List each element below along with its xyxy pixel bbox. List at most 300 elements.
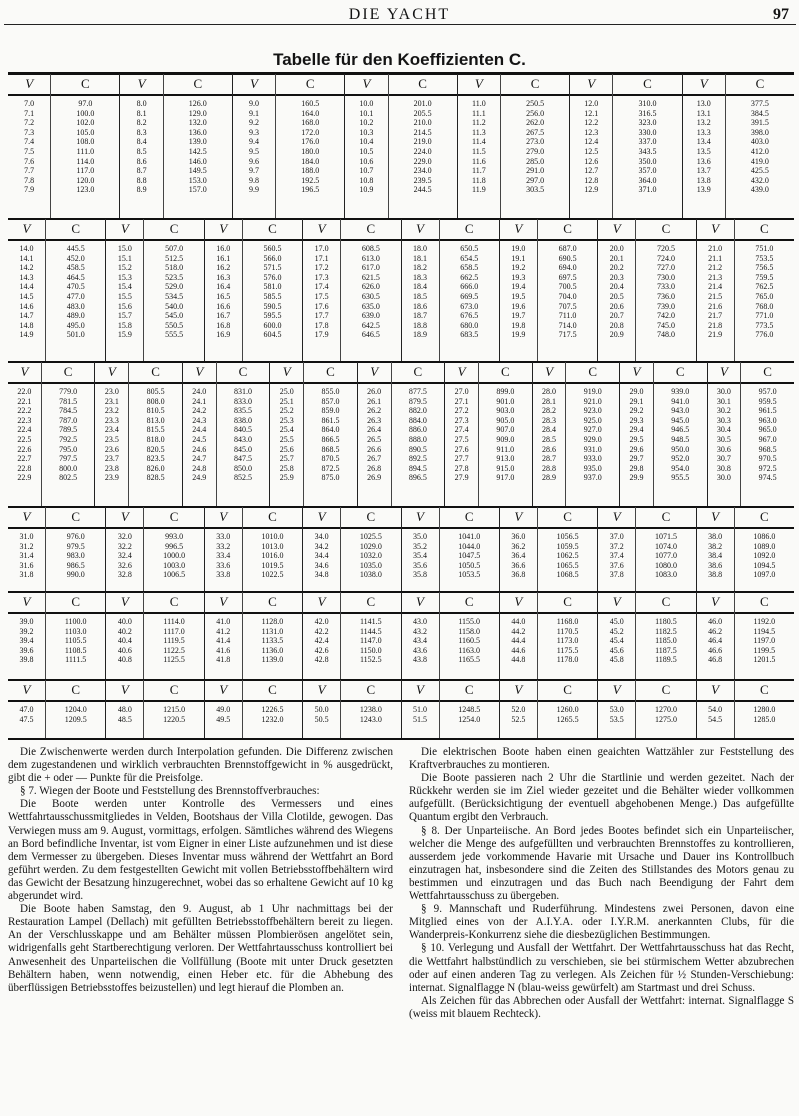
column-pair [204,219,302,361]
column-pair [682,74,794,218]
v-value: 28.6 [542,444,557,454]
table-block [8,74,794,220]
v-value: 9.1 [249,108,259,118]
column-pair [105,680,203,738]
coefficient-column [243,592,302,679]
v-value: 14.4 [19,282,34,292]
v-value: 25.2 [279,406,294,416]
v-value: 39.2 [19,626,34,636]
v-value: 8.7 [136,166,147,176]
c-value: 1215.0 [163,705,186,714]
header-v: V [697,592,734,614]
c-value: 1275.0 [654,714,677,724]
v-value: 9.4 [249,137,259,147]
v-value: 25.4 [279,425,294,435]
c-value: 802.5 [59,473,78,483]
v-value: 15.6 [117,301,132,311]
v-value: 28.8 [542,463,557,473]
v-value: 25.5 [279,434,294,444]
v-value: 10.9 [359,185,374,195]
c-value: 923.0 [583,406,602,416]
v-value: 16.2 [216,263,231,273]
v-value: 26.9 [367,473,382,483]
c-value: 1114.0 [163,617,185,626]
v-value: 12.1 [584,108,599,118]
v-value: 17.5 [314,291,329,301]
v-value: 22.3 [17,415,32,425]
header-c: C [636,507,695,529]
v-value: 18.1 [413,253,427,263]
speed-column [697,680,735,738]
v-value: 29.9 [629,473,644,483]
v-value: 44.2 [511,626,526,636]
header-c: C [144,592,203,614]
c-value: 751.0 [755,244,774,253]
c-value: 512.5 [165,253,184,263]
speed-column [270,362,304,506]
v-value: 9.9 [249,185,259,195]
speed-column [500,219,538,361]
v-value: 45.4 [609,636,624,646]
header-c: C [51,74,119,96]
header-v: V [598,219,635,241]
coefficient-column [440,219,499,361]
v-value: 39.0 [19,617,34,626]
c-value: 1083.0 [654,570,677,580]
coefficient-column [144,680,203,738]
speed-column [106,507,144,591]
c-value: 748.0 [656,330,675,340]
c-value: 899.0 [496,387,515,396]
c-value: 229.0 [413,156,432,166]
v-value: 50.5 [314,714,329,724]
right-column [409,746,794,1021]
coefficient-column [566,362,619,506]
coefficient-column [129,362,182,506]
speed-column [8,680,46,738]
v-value: 40.6 [117,645,132,655]
c-value: 1022.5 [261,570,284,580]
coefficient-column [46,507,105,591]
v-value: 25.9 [279,473,294,483]
v-value: 52.0 [511,705,526,714]
v-value: 44.6 [511,645,526,655]
v-value: 29.0 [629,387,644,396]
c-value: 123.0 [76,185,95,195]
v-value: 9.2 [249,118,259,128]
c-value: 911.0 [496,444,515,454]
c-value: 658.5 [460,263,479,273]
c-value: 1029.0 [359,541,382,551]
c-value: 789.5 [59,425,78,435]
column-pair [8,74,119,218]
v-value: 20.5 [609,291,624,301]
header-v: V [402,592,439,614]
v-value: 20.7 [609,311,624,321]
c-value: 690.5 [558,253,577,263]
header-c: C [144,680,203,702]
v-value: 45.8 [609,655,624,665]
header-c: C [613,74,681,96]
speed-column [303,219,341,361]
c-value: 1270.0 [654,705,677,714]
v-value: 50.0 [314,705,329,714]
c-value: 1265.5 [556,714,579,724]
paragraph: Als Zeichen für das Abbrechen oder Ausfall der Wettfahrt: internat. Signalflagge S (weiss mit blauem Rechteck). [409,994,794,1020]
c-value: 1056.5 [556,532,579,541]
v-value: 14.6 [19,301,34,311]
v-value: 17.3 [314,272,329,282]
v-value: 46.2 [708,626,723,636]
v-value: 47.5 [19,714,34,724]
speed-column [303,507,341,591]
header-c: C [341,507,400,529]
column-pair [8,219,105,361]
column-pair [232,74,344,218]
speed-column [620,362,654,506]
v-value: 28.7 [542,454,557,464]
v-value: 16.8 [216,320,231,330]
v-value: 20.4 [609,282,624,292]
c-value: 425.5 [750,166,769,176]
column-pair [204,507,302,591]
c-value: 1232.0 [261,714,284,724]
c-value: 196.5 [301,185,320,195]
v-value: 44.0 [511,617,526,626]
c-value: 905.0 [496,415,515,425]
c-value: 707.5 [558,301,577,311]
c-value: 1141.5 [359,617,382,626]
paragraph: Die elektrischen Boote haben einen geaichten Wattzähler zur Feststellung des Kraftverbrauches zu montieren. [409,746,794,772]
paragraph: Die Zwischenwerte werden durch Interpolation gefunden. Die Differenz zwischen dem zugestandenen und wirklich verbrauchten Brennstoffgewicht in % ausgedrückt, gibt die + oder — Punkte für die Preisfolge. [8,746,393,785]
column-pair [696,219,794,361]
v-value: 13.6 [696,156,711,166]
c-value: 1204.0 [64,705,87,714]
v-value: 12.0 [584,99,599,108]
c-value: 745.0 [656,320,675,330]
v-value: 16.1 [216,253,231,263]
v-value: 30.4 [716,425,731,435]
v-value: 37.6 [609,560,624,570]
coefficient-column [636,219,695,361]
v-value: 15.3 [117,272,132,282]
v-value: 17.2 [314,263,329,273]
c-value: 635.0 [361,301,380,311]
c-value: 1170.5 [556,626,579,636]
coefficient-column [217,362,270,506]
c-value: 939.0 [671,387,690,396]
c-value: 126.0 [188,99,207,108]
c-value: 771.0 [755,311,774,321]
v-value: 35.8 [413,570,427,580]
v-value: 41.2 [216,626,231,636]
c-value: 945.0 [671,415,690,425]
header-c: C [440,219,499,241]
v-value: 16.5 [216,291,231,301]
c-value: 815.5 [146,425,165,435]
speed-column [697,507,735,591]
c-value: 550.5 [165,320,184,330]
v-value: 22.9 [17,473,32,483]
coefficient-column [243,507,302,591]
header-v: V [205,507,242,529]
header-v: V [120,74,162,96]
c-value: 545.0 [165,311,184,321]
header-c: C [741,362,794,384]
header-v: V [533,362,566,384]
c-value: 805.5 [146,387,165,396]
c-value: 1062.5 [556,551,579,561]
v-value: 22.4 [17,425,32,435]
v-value: 26.2 [367,406,382,416]
c-value: 164.0 [301,108,320,118]
header-c: C [440,507,499,529]
v-value: 45.0 [609,617,624,626]
v-value: 37.8 [609,570,624,580]
c-value: 1035.0 [359,560,382,570]
c-value: 1065.5 [556,560,579,570]
v-value: 10.6 [359,156,374,166]
c-value: 1071.5 [654,532,677,541]
header-v: V [205,219,242,241]
v-value: 30.3 [716,415,731,425]
column-pair [401,219,499,361]
v-value: 16.6 [216,301,231,311]
header-c: C [341,680,400,702]
c-value: 1010.0 [261,532,284,541]
c-value: 117.0 [76,166,95,176]
c-value: 1050.5 [458,560,481,570]
column-pair [696,507,794,591]
v-value: 11.7 [472,166,486,176]
v-value: 29.7 [629,454,644,464]
c-value: 1105.5 [64,636,87,646]
v-value: 20.3 [609,272,624,282]
v-value: 7.7 [24,166,35,176]
c-value: 972.5 [758,463,777,473]
v-value: 20.6 [609,301,624,311]
c-value: 845.0 [234,444,253,454]
header-v: V [303,680,340,702]
header-v: V [233,74,275,96]
c-value: 489.0 [66,311,85,321]
c-value: 894.5 [408,463,427,473]
v-value: 44.8 [511,655,526,665]
c-value: 808.0 [146,396,165,406]
c-value: 184.0 [301,156,320,166]
c-value: 669.5 [460,291,479,301]
c-value: 886.0 [408,425,427,435]
c-value: 534.5 [165,291,184,301]
v-value: 19.4 [511,282,526,292]
header-c: C [538,592,597,614]
coefficient-column [276,74,344,218]
v-value: 12.9 [584,185,599,195]
v-value: 22.6 [17,444,32,454]
v-value: 39.8 [19,655,34,665]
v-value: 10.8 [359,175,374,185]
table-block [8,362,794,508]
v-value: 22.7 [17,454,32,464]
v-value: 29.2 [629,406,644,416]
header-v: V [620,362,653,384]
v-value: 34.6 [314,560,329,570]
c-value: 291.0 [526,166,545,176]
v-value: 45.2 [609,626,624,636]
c-value: 890.5 [408,444,427,454]
v-value: 15.4 [117,282,132,292]
v-value: 26.5 [367,434,382,444]
column-pair [302,680,400,738]
coefficient-column [538,592,597,679]
speed-column [708,362,742,506]
header-v: V [570,74,612,96]
header-v: V [458,74,500,96]
header-c: C [735,680,794,702]
header-c: C [243,219,302,241]
v-value: 28.0 [542,387,557,396]
c-value: 529.0 [165,282,184,292]
c-value: 1108.5 [64,645,87,655]
speed-column [500,680,538,738]
c-value: 470.5 [66,282,85,292]
c-value: 343.5 [638,146,657,156]
c-value: 915.0 [496,463,515,473]
speed-column [500,592,538,679]
column-pair [696,592,794,679]
v-value: 19.7 [511,311,526,321]
v-value: 32.0 [117,532,132,541]
c-value: 948.5 [671,434,690,444]
c-value: 613.0 [361,253,380,263]
header-v: V [358,362,391,384]
header-c: C [566,362,619,384]
coefficient-column [735,592,794,679]
speed-column [205,592,243,679]
v-value: 26.3 [367,415,382,425]
v-value: 47.0 [19,705,34,714]
header-c: C [538,507,597,529]
c-value: 765.0 [755,291,774,301]
c-value: 838.0 [234,415,253,425]
v-value: 17.7 [314,311,329,321]
speed-column [598,219,636,361]
v-value: 7.1 [24,108,35,118]
v-value: 13.9 [696,185,711,195]
c-value: 779.0 [59,387,78,396]
speed-column [345,74,388,218]
c-value: 676.5 [460,311,479,321]
header-v: V [500,507,537,529]
v-value: 29.5 [629,434,644,444]
v-value: 12.7 [584,166,599,176]
c-value: 753.5 [755,253,774,263]
c-value: 224.0 [413,146,432,156]
v-value: 8.9 [136,185,147,195]
c-value: 680.0 [460,320,479,330]
c-value: 694.0 [558,263,577,273]
c-value: 626.0 [361,282,380,292]
v-value: 13.8 [696,175,711,185]
c-value: 581.0 [263,282,282,292]
v-value: 54.5 [708,714,723,724]
v-value: 48.5 [117,714,132,724]
column-pair [597,680,695,738]
coefficient-column [741,362,794,506]
column-pair [269,362,356,506]
v-value: 10.3 [359,127,374,137]
v-value: 22.5 [17,434,32,444]
c-value: 1136.0 [261,645,284,655]
header-v: V [402,507,439,529]
header-v: V [445,362,478,384]
v-value: 49.5 [216,714,231,724]
header-v: V [402,219,439,241]
c-value: 1260.0 [556,705,579,714]
v-value: 15.5 [117,291,132,301]
header-c: C [42,362,95,384]
c-value: 993.0 [165,532,184,541]
header-c: C [501,74,569,96]
c-value: 168.0 [301,118,320,128]
coefficient-column [341,507,400,591]
c-value: 1097.0 [753,570,776,580]
c-value: 412.0 [750,146,769,156]
v-value: 38.0 [708,532,723,541]
v-value: 27.7 [454,454,469,464]
coefficient-column [538,219,597,361]
v-value: 8.6 [136,156,147,166]
v-value: 27.8 [454,463,469,473]
c-value: 1189.5 [655,655,677,665]
coefficient-column [538,680,597,738]
coefficient-column [392,362,445,506]
v-value: 32.8 [117,570,132,580]
c-value: 523.5 [165,272,184,282]
v-value: 38.8 [708,570,723,580]
coefficient-column [735,219,794,361]
v-value: 14.3 [19,272,34,282]
c-value: 840.5 [234,425,253,435]
v-value: 10.0 [359,99,374,108]
v-value: 22.8 [17,463,32,473]
v-value: 41.4 [216,636,231,646]
c-value: 1197.0 [753,636,776,646]
c-value: 1111.5 [65,655,87,665]
header-v: V [500,592,537,614]
speed-column [106,592,144,679]
c-value: 316.5 [638,108,657,118]
coefficient-column [46,219,105,361]
c-value: 1094.5 [753,560,776,570]
header-c: C [129,362,182,384]
v-value: 15.2 [117,263,132,273]
v-value: 17.8 [314,320,329,330]
c-value: 933.0 [583,454,602,464]
c-value: 244.5 [413,185,432,195]
c-value: 961.5 [758,406,777,416]
c-value: 1182.5 [655,626,677,636]
v-value: 43.8 [413,655,427,665]
v-value: 30.0 [716,387,731,396]
v-value: 24.8 [192,463,207,473]
c-value: 120.0 [76,175,95,185]
column-pair [344,74,456,218]
c-value: 823.5 [146,454,165,464]
speed-column [106,680,144,738]
c-value: 1280.0 [753,705,776,714]
c-value: 639.0 [361,311,380,321]
